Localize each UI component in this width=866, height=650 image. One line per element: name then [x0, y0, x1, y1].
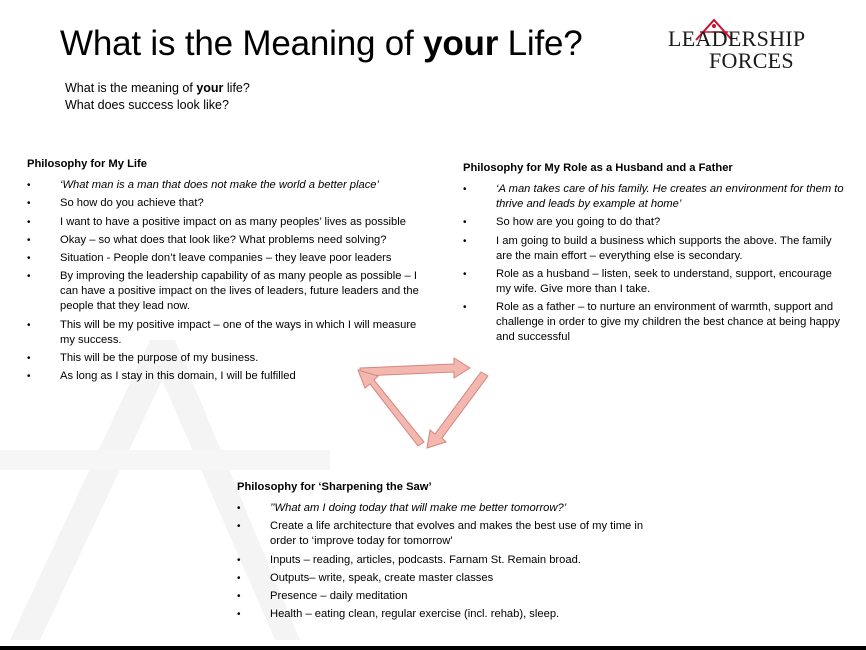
list-item: • Presence – daily meditation [237, 589, 667, 604]
list-item: • This will be the purpose of my business. [27, 351, 422, 366]
intro-question-1: What is the meaning of your life? [65, 81, 250, 95]
list-item: • So how are you going to do that? [463, 215, 848, 230]
family-philosophy-heading: Philosophy for My Role as a Husband and a Father [463, 162, 733, 174]
list-item: • Okay – so what does that look like? What problems need solving? [27, 233, 422, 248]
logo-line-1: LEADERSHIP [668, 26, 806, 51]
cycle-arrows-diagram [348, 352, 493, 452]
top-arrow [360, 358, 470, 378]
sharpening-saw-heading: Philosophy for ‘Sharpening the Saw’ [237, 481, 432, 493]
list-item: • So how do you achieve that? [27, 196, 422, 211]
list-item: • I am going to build a business which supports the above. The family are the main effort – everything else is secondary. [463, 234, 848, 264]
list-item: • By improving the leadership capability of as many people as possible – I can have a positive impact on the lives of leaders, future leaders and the people that they lead now. [27, 269, 422, 314]
intro-questions [65, 80, 250, 114]
list-item: • Role as a father – to nurture an environment of warmth, support and challenge in order to give my children the best chance at being happy and successful [463, 300, 848, 345]
sharpening-saw-section [237, 480, 667, 626]
right-arrow [427, 372, 488, 448]
intro-question-2: What does success look like? [65, 98, 229, 112]
page-title: What is the Meaning of your Life? [60, 24, 583, 63]
list-item: • Health – eating clean, regular exercise (incl. rehab), sleep. [237, 607, 667, 622]
logo-line-2: FORCES [709, 48, 794, 73]
list-item: • ‘What man is a man that does not make the world a better place’ [27, 178, 422, 193]
sharpening-saw-list [237, 501, 667, 622]
list-item: • Inputs – reading, articles, podcasts. Farnam St. Remain broad. [237, 553, 667, 568]
list-item: • Situation - People don’t leave companies – they leave poor leaders [27, 251, 422, 266]
leadership-forces-logo [668, 18, 838, 74]
list-item: • Outputs– write, speak, create master classes [237, 571, 667, 586]
list-item: • Role as a husband – listen, seek to understand, support, encourage my wife. Give more than I take. [463, 267, 848, 297]
left-arrow [358, 370, 424, 446]
list-item: • As long as I stay in this domain, I will be fulfilled [27, 369, 422, 384]
list-item: • ’’What am I doing today that will make me better tomorrow?’ [237, 501, 667, 516]
list-item: • Create a life architecture that evolves and makes the best use of my time in order to ‘improve today for tomorrow’ [237, 519, 667, 549]
life-philosophy-heading: Philosophy for My Life [27, 158, 147, 170]
list-item: • This will be my positive impact – one of the ways in which I will measure my success. [27, 318, 422, 348]
list-item: • ‘A man takes care of his family. He creates an environment for them to thrive and leads by example at home’ [463, 182, 848, 212]
family-philosophy-list [463, 182, 848, 345]
bottom-border [0, 646, 866, 650]
list-item: • I want to have a positive impact on as many peoples’ lives as possible [27, 215, 422, 230]
family-philosophy-section [463, 161, 848, 348]
